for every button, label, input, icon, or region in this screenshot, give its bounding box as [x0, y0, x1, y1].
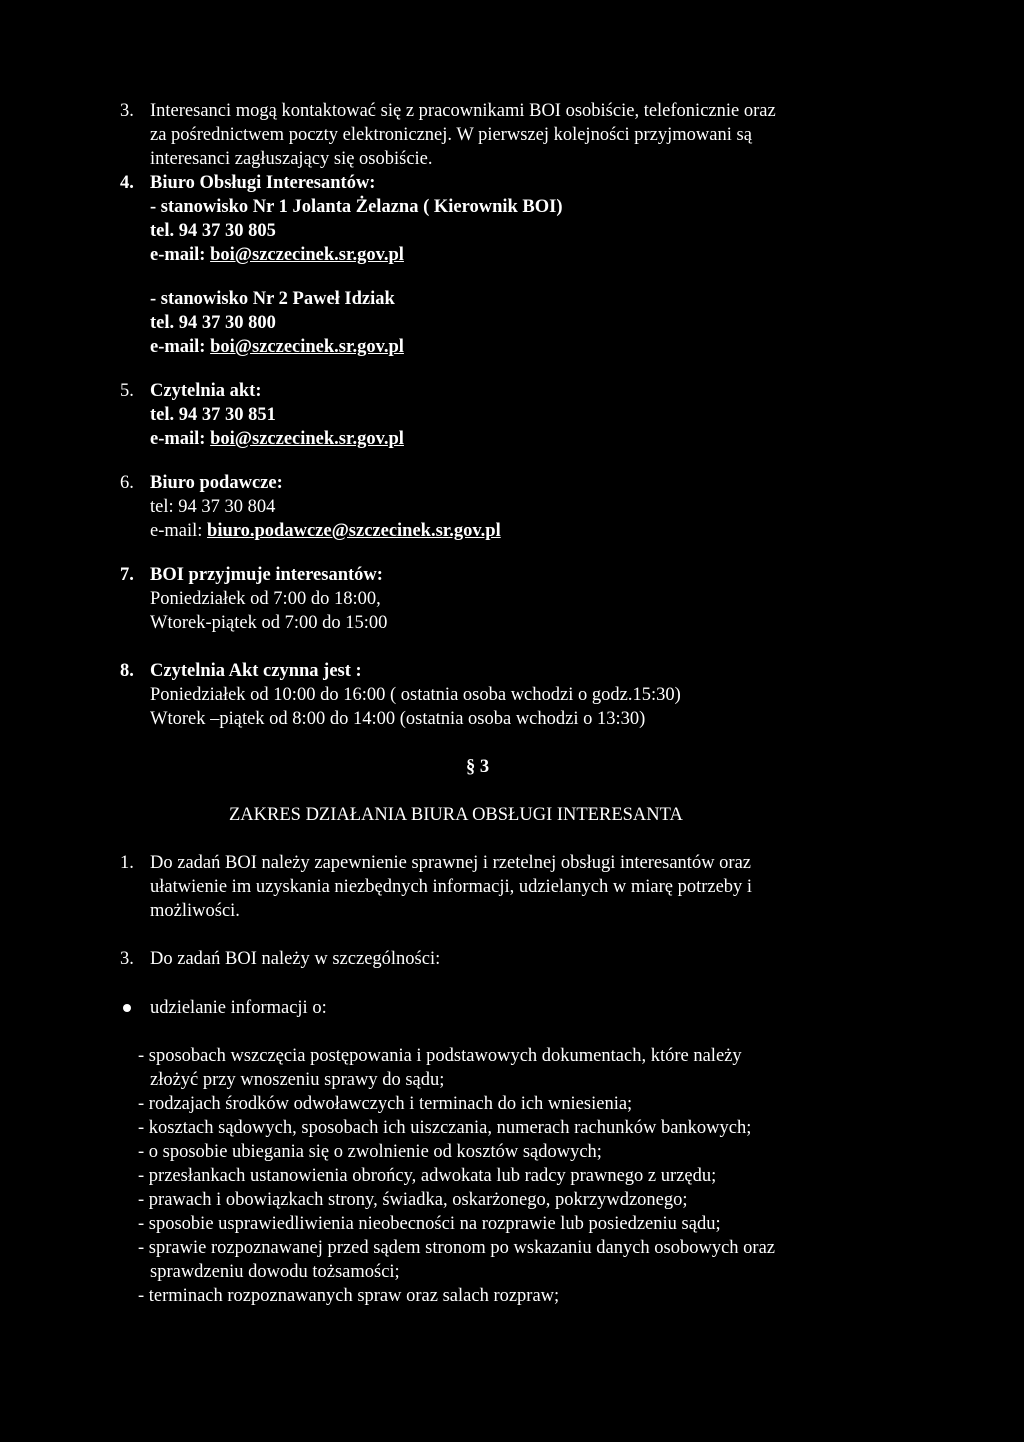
s1-line-1: Do zadań BOI należy zapewnienie sprawnej i rzetelnej obsługi interesantów oraz — [150, 853, 752, 873]
item5-title: Czytelnia akt: — [150, 381, 262, 401]
item8-hours-2: Wtorek –piątek od 8:00 do 14:00 (ostatnia osoba wchodzi o 13:30) — [150, 709, 646, 729]
item7-hours-1: Poniedziałek od 7:00 do 18:00, — [150, 589, 381, 609]
dash-item: - o sposobie ubiegania się o zwolnienie od kosztów sądowych; — [138, 1142, 602, 1162]
dash-item: - prawach i obowiązkach strony, świadka, oskarżonego, pokrzywdzonego; — [138, 1190, 688, 1210]
desk1-name: - stanowisko Nr 1 Jolanta Żelazna ( Kierownik BOI) — [150, 197, 563, 217]
desk2-name: - stanowisko Nr 2 Paweł Idziak — [150, 289, 395, 309]
dash-item: - sposobach wszczęcia postępowania i podstawowych dokumentach, które należy — [138, 1046, 742, 1066]
item3-line-3: interesanci zagłuszający się osobiście. — [150, 149, 433, 169]
bullet-dot-icon — [123, 1004, 131, 1012]
section-mark: § 3 — [466, 757, 490, 777]
s1-number: 1. — [120, 853, 134, 873]
dash-item: - kosztach sądowych, sposobach ich uiszczania, numerach rachunków bankowych; — [138, 1118, 752, 1138]
item4-number: 4. — [120, 173, 134, 193]
dash-item-continuation: sprawdzeniu dowodu tożsamości; — [150, 1262, 400, 1282]
item6-email-link[interactable]: biuro.podawcze@szczecinek.sr.gov.pl — [207, 521, 501, 541]
desk1-email-link[interactable]: boi@szczecinek.sr.gov.pl — [210, 245, 404, 265]
item3-number: 3. — [120, 101, 134, 121]
dash-item: - sprawie rozpoznawanej przed sądem stronom po wskazaniu danych osobowych oraz — [138, 1238, 776, 1258]
item5-email-label: e-mail: — [150, 429, 211, 449]
item3-line-1: Interesanci mogą kontaktować się z pracownikami BOI osobiście, telefonicznie oraz — [150, 101, 776, 121]
desk1-email-row — [150, 244, 404, 266]
item8-number: 8. — [120, 661, 134, 681]
item4-title: Biuro Obsługi Interesantów: — [150, 173, 376, 193]
desk2-email-row — [150, 336, 404, 358]
item5-email-row — [150, 428, 404, 450]
dash-item-continuation: złożyć przy wnoszeniu sprawy do sądu; — [150, 1070, 445, 1090]
item7-number: 7. — [120, 565, 134, 585]
desk2-email-link[interactable]: boi@szczecinek.sr.gov.pl — [210, 337, 404, 357]
s1-line-2: ułatwienie im uzyskania niezbędnych informacji, udzielanych w miarę potrzeby i — [150, 877, 753, 897]
item6-email-label: e-mail: — [150, 521, 208, 541]
item6-number: 6. — [120, 473, 134, 493]
bullet-text: udzielanie informacji o: — [150, 998, 327, 1018]
item5-tel: tel. 94 37 30 851 — [150, 405, 276, 425]
dash-item: - sposobie usprawiedliwienia nieobecności na rozprawie lub posiedzeniu sądu; — [138, 1214, 721, 1234]
s1-line-3: możliwości. — [150, 901, 240, 921]
item6-email-row — [150, 520, 501, 542]
s3-text: Do zadań BOI należy w szczególności: — [150, 949, 441, 969]
item8-hours-1: Poniedziałek od 10:00 do 16:00 ( ostatnia osoba wchodzi o godz.15:30) — [150, 685, 681, 705]
dash-item: - terminach rozpoznawanych spraw oraz salach rozpraw; — [138, 1286, 560, 1306]
desk1-email-label: e-mail: — [150, 245, 211, 265]
section-heading: ZAKRES DZIAŁANIA BIURA OBSŁUGI INTERESANTA — [229, 805, 683, 825]
desk2-email-label: e-mail: — [150, 337, 211, 357]
item7-title: BOI przyjmuje interesantów: — [150, 565, 383, 585]
item7-hours-2: Wtorek-piątek od 7:00 do 15:00 — [150, 613, 388, 633]
desk1-tel: tel. 94 37 30 805 — [150, 221, 276, 241]
item6-title: Biuro podawcze: — [150, 473, 283, 493]
item5-email-link[interactable]: boi@szczecinek.sr.gov.pl — [210, 429, 404, 449]
dash-item: - przesłankach ustanowienia obrońcy, adwokata lub radcy prawnego z urzędu; — [138, 1166, 717, 1186]
item3-line-2: za pośrednictwem poczty elektronicznej. W pierwszej kolejności przyjmowani są — [150, 125, 752, 145]
item5-number: 5. — [120, 381, 134, 401]
s3-number: 3. — [120, 949, 134, 969]
item8-title: Czytelnia Akt czynna jest : — [150, 661, 362, 681]
item6-tel: tel: 94 37 30 804 — [150, 497, 276, 517]
dash-item: - rodzajach środków odwoławczych i terminach do ich wniesienia; — [138, 1094, 633, 1114]
desk2-tel: tel. 94 37 30 800 — [150, 313, 276, 333]
